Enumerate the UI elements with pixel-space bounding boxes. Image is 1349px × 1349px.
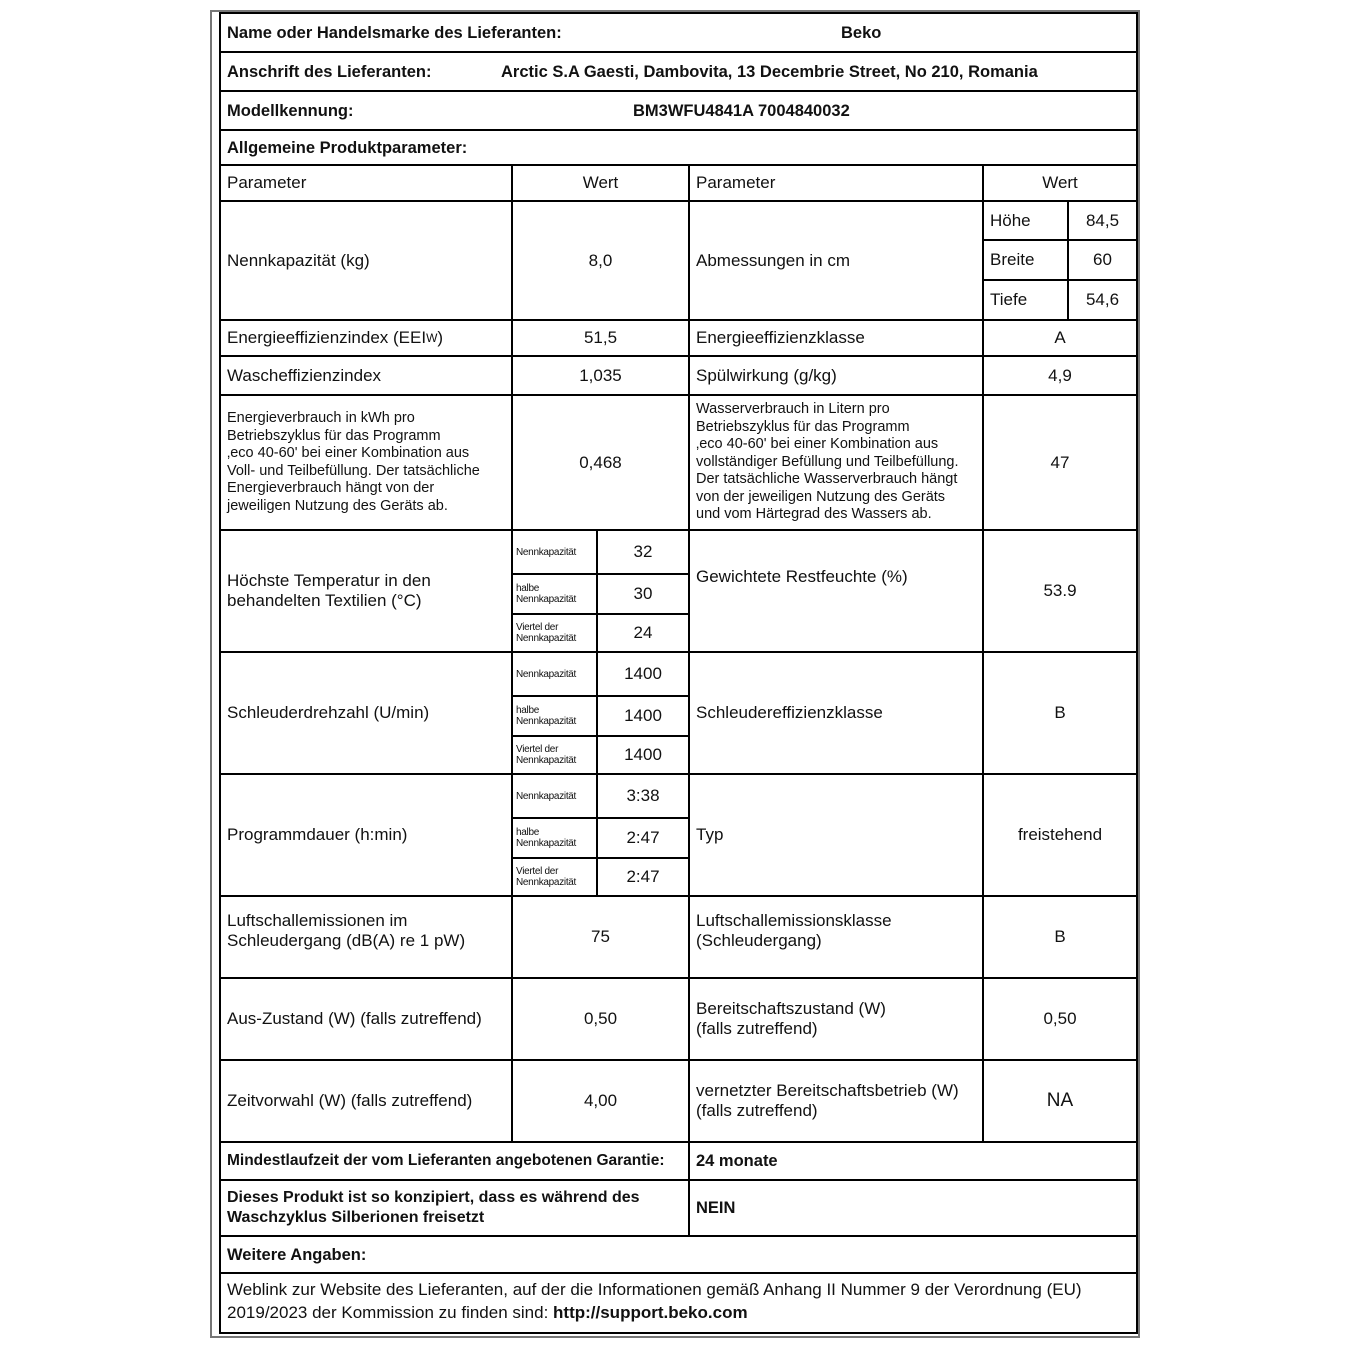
moisture-label: Gewichtete Restfeuchte (%): [688, 529, 984, 653]
networked-standby-value: NA: [982, 1059, 1138, 1143]
delay-start-label: Zeitvorwahl (W) (falls zutreffend): [219, 1059, 513, 1143]
product-information-sheet: [219, 12, 1138, 1334]
eei-value: 51,5: [511, 319, 690, 357]
noise-label: Luftschallemissionen im Schleudergang (dB(A) re 1 pW): [219, 895, 513, 979]
spin-sub-value-half: 1400: [596, 695, 690, 737]
col-header-parameter-right: Parameter: [688, 164, 984, 202]
capacity-value: 8,0: [511, 200, 690, 321]
warranty-label: Mindestlaufzeit der vom Lieferanten angebotenen Garantie:: [219, 1141, 690, 1181]
weblink-row: [219, 1272, 1138, 1334]
energy-class-value: A: [982, 319, 1138, 357]
standby-value: 0,50: [982, 977, 1138, 1061]
supplier-address-label: Anschrift des Lieferanten:: [227, 62, 432, 81]
off-mode-value: 0,50: [511, 977, 690, 1061]
spin-sub-label-quarter: Viertel der Nennkapazität: [511, 735, 598, 775]
water-use-value: 47: [982, 394, 1138, 531]
off-mode-label: Aus-Zustand (W) (falls zutreffend): [219, 977, 513, 1061]
spin-sub-value-quarter: 1400: [596, 735, 690, 775]
type-label: Typ: [688, 773, 984, 897]
duration-sub-value-full: 3:38: [596, 773, 690, 819]
spin-sub-label-half: halbe Nennkapazität: [511, 695, 598, 737]
wash-index-value: 1,035: [511, 355, 690, 396]
model-label: Modellkennung:: [227, 101, 354, 120]
energy-class-label: Energieeffizienzklasse: [688, 319, 984, 357]
depth-label: Tiefe: [982, 279, 1069, 321]
spin-class-label: Schleudereffizienzklasse: [688, 651, 984, 775]
temperature-label: Höchste Temperatur in den behandelten Textilien (°C): [219, 529, 513, 653]
duration-sub-label-quarter: Viertel der Nennkapazität: [511, 857, 598, 897]
col-header-parameter-left: Parameter: [219, 164, 513, 202]
rinse-value: 4,9: [982, 355, 1138, 396]
supplier-name-row: [219, 12, 1138, 53]
noise-class-label: Luftschallemissionsklasse (Schleudergang): [688, 895, 984, 979]
capacity-label: Nennkapazität (kg): [219, 200, 513, 321]
warranty-value: 24 monate: [688, 1141, 1138, 1181]
eei-label-text: Energieeffizienzindex (EEI: [227, 328, 427, 347]
spin-speed-label: Schleuderdrehzahl (U/min): [219, 651, 513, 775]
rinse-label: Spülwirkung (g/kg): [688, 355, 984, 396]
depth-value: 54,6: [1067, 279, 1138, 321]
duration-sub-label-full: Nennkapazität: [511, 773, 598, 819]
height-value: 84,5: [1067, 200, 1138, 241]
silver-ions-value: NEIN: [688, 1179, 1138, 1237]
supplier-address-row: [219, 51, 1138, 92]
networked-standby-label: vernetzter Bereitschaftsbetrieb (W) (falls zutreffend): [688, 1059, 984, 1143]
general-parameters-heading: [219, 129, 1138, 166]
wash-index-label: Wascheffizienzindex: [219, 355, 513, 396]
energy-use-label: Energieverbrauch in kWh pro Betriebszyklus für das Programm ‚eco 40-60' bei einer Kombination aus Voll- und Teilbefüllung. Der tatsächliche Energieverbrauch hängt von der jeweiligen Nutzung des Geräts ab.: [219, 394, 513, 531]
supplier-address-value: Arctic S.A Gaesti, Dambovita, 13 Decembrie Street, No 210, Romania: [501, 62, 1038, 81]
col-header-wert-right: Wert: [982, 164, 1138, 202]
further-info-heading: Weitere Angaben:: [219, 1235, 1138, 1274]
duration-sub-value-half: 2:47: [596, 817, 690, 859]
moisture-value: 53.9: [982, 529, 1138, 653]
eei-label-close: ): [437, 328, 444, 347]
weblink-text: Weblink zur Website des Lieferanten, auf der die Informationen gemäß Anhang II Nummer 9 der Verordnung (EU) 2019/2023 der Kommission zu finden sind:: [227, 1280, 1082, 1322]
duration-sub-value-quarter: 2:47: [596, 857, 690, 897]
temp-sub-value-half: 30: [596, 573, 690, 615]
noise-value: 75: [511, 895, 690, 979]
temp-sub-value-full: 32: [596, 529, 690, 575]
spin-sub-value-full: 1400: [596, 651, 690, 697]
duration-sub-label-half: halbe Nennkapazität: [511, 817, 598, 859]
spin-sub-label-full: Nennkapazität: [511, 651, 598, 697]
temp-sub-label-full: Nennkapazität: [511, 529, 598, 575]
silver-ions-label: Dieses Produkt ist so konzipiert, dass es während des Waschzyklus Silberionen freisetzt: [219, 1179, 690, 1237]
noise-class-value: B: [982, 895, 1138, 979]
temp-sub-label-quarter: Viertel der Nennkapazität: [511, 613, 598, 653]
width-label: Breite: [982, 239, 1069, 281]
supplier-name-value: Beko: [841, 23, 882, 42]
supplier-name-label: Name oder Handelsmarke des Lieferanten:: [227, 23, 562, 42]
model-row: [219, 90, 1138, 131]
duration-label: Programmdauer (h:min): [219, 773, 513, 897]
width-value: 60: [1067, 239, 1138, 281]
delay-start-value: 4,00: [511, 1059, 690, 1143]
standby-label: Bereitschaftszustand (W) (falls zutreffend): [688, 977, 984, 1061]
model-value: BM3WFU4841A 7004840032: [633, 101, 850, 120]
general-heading-text: Allgemeine Produktparameter:: [227, 138, 468, 157]
col-header-wert-left: Wert: [511, 164, 690, 202]
energy-use-value: 0,468: [511, 394, 690, 531]
temp-sub-value-quarter: 24: [596, 613, 690, 653]
supplier-weblink[interactable]: http://support.beko.com: [553, 1303, 748, 1322]
eei-label-subscript: W: [426, 331, 438, 345]
spin-class-value: B: [982, 651, 1138, 775]
type-value: freistehend: [982, 773, 1138, 897]
dimensions-label: Abmessungen in cm: [688, 200, 984, 321]
eei-label: [219, 319, 513, 357]
water-use-label: Wasserverbrauch in Litern pro Betriebszyklus für das Programm ‚eco 40-60' bei einer Kombination aus vollständiger Befüllung und Teilbefüllung. Der tatsächliche Wasserverbrauch hängt von der jeweiligen Nutzung des Geräts und vom Härtegrad des Wassers ab.: [688, 394, 984, 531]
height-label: Höhe: [982, 200, 1069, 241]
temp-sub-label-half: halbe Nennkapazität: [511, 573, 598, 615]
